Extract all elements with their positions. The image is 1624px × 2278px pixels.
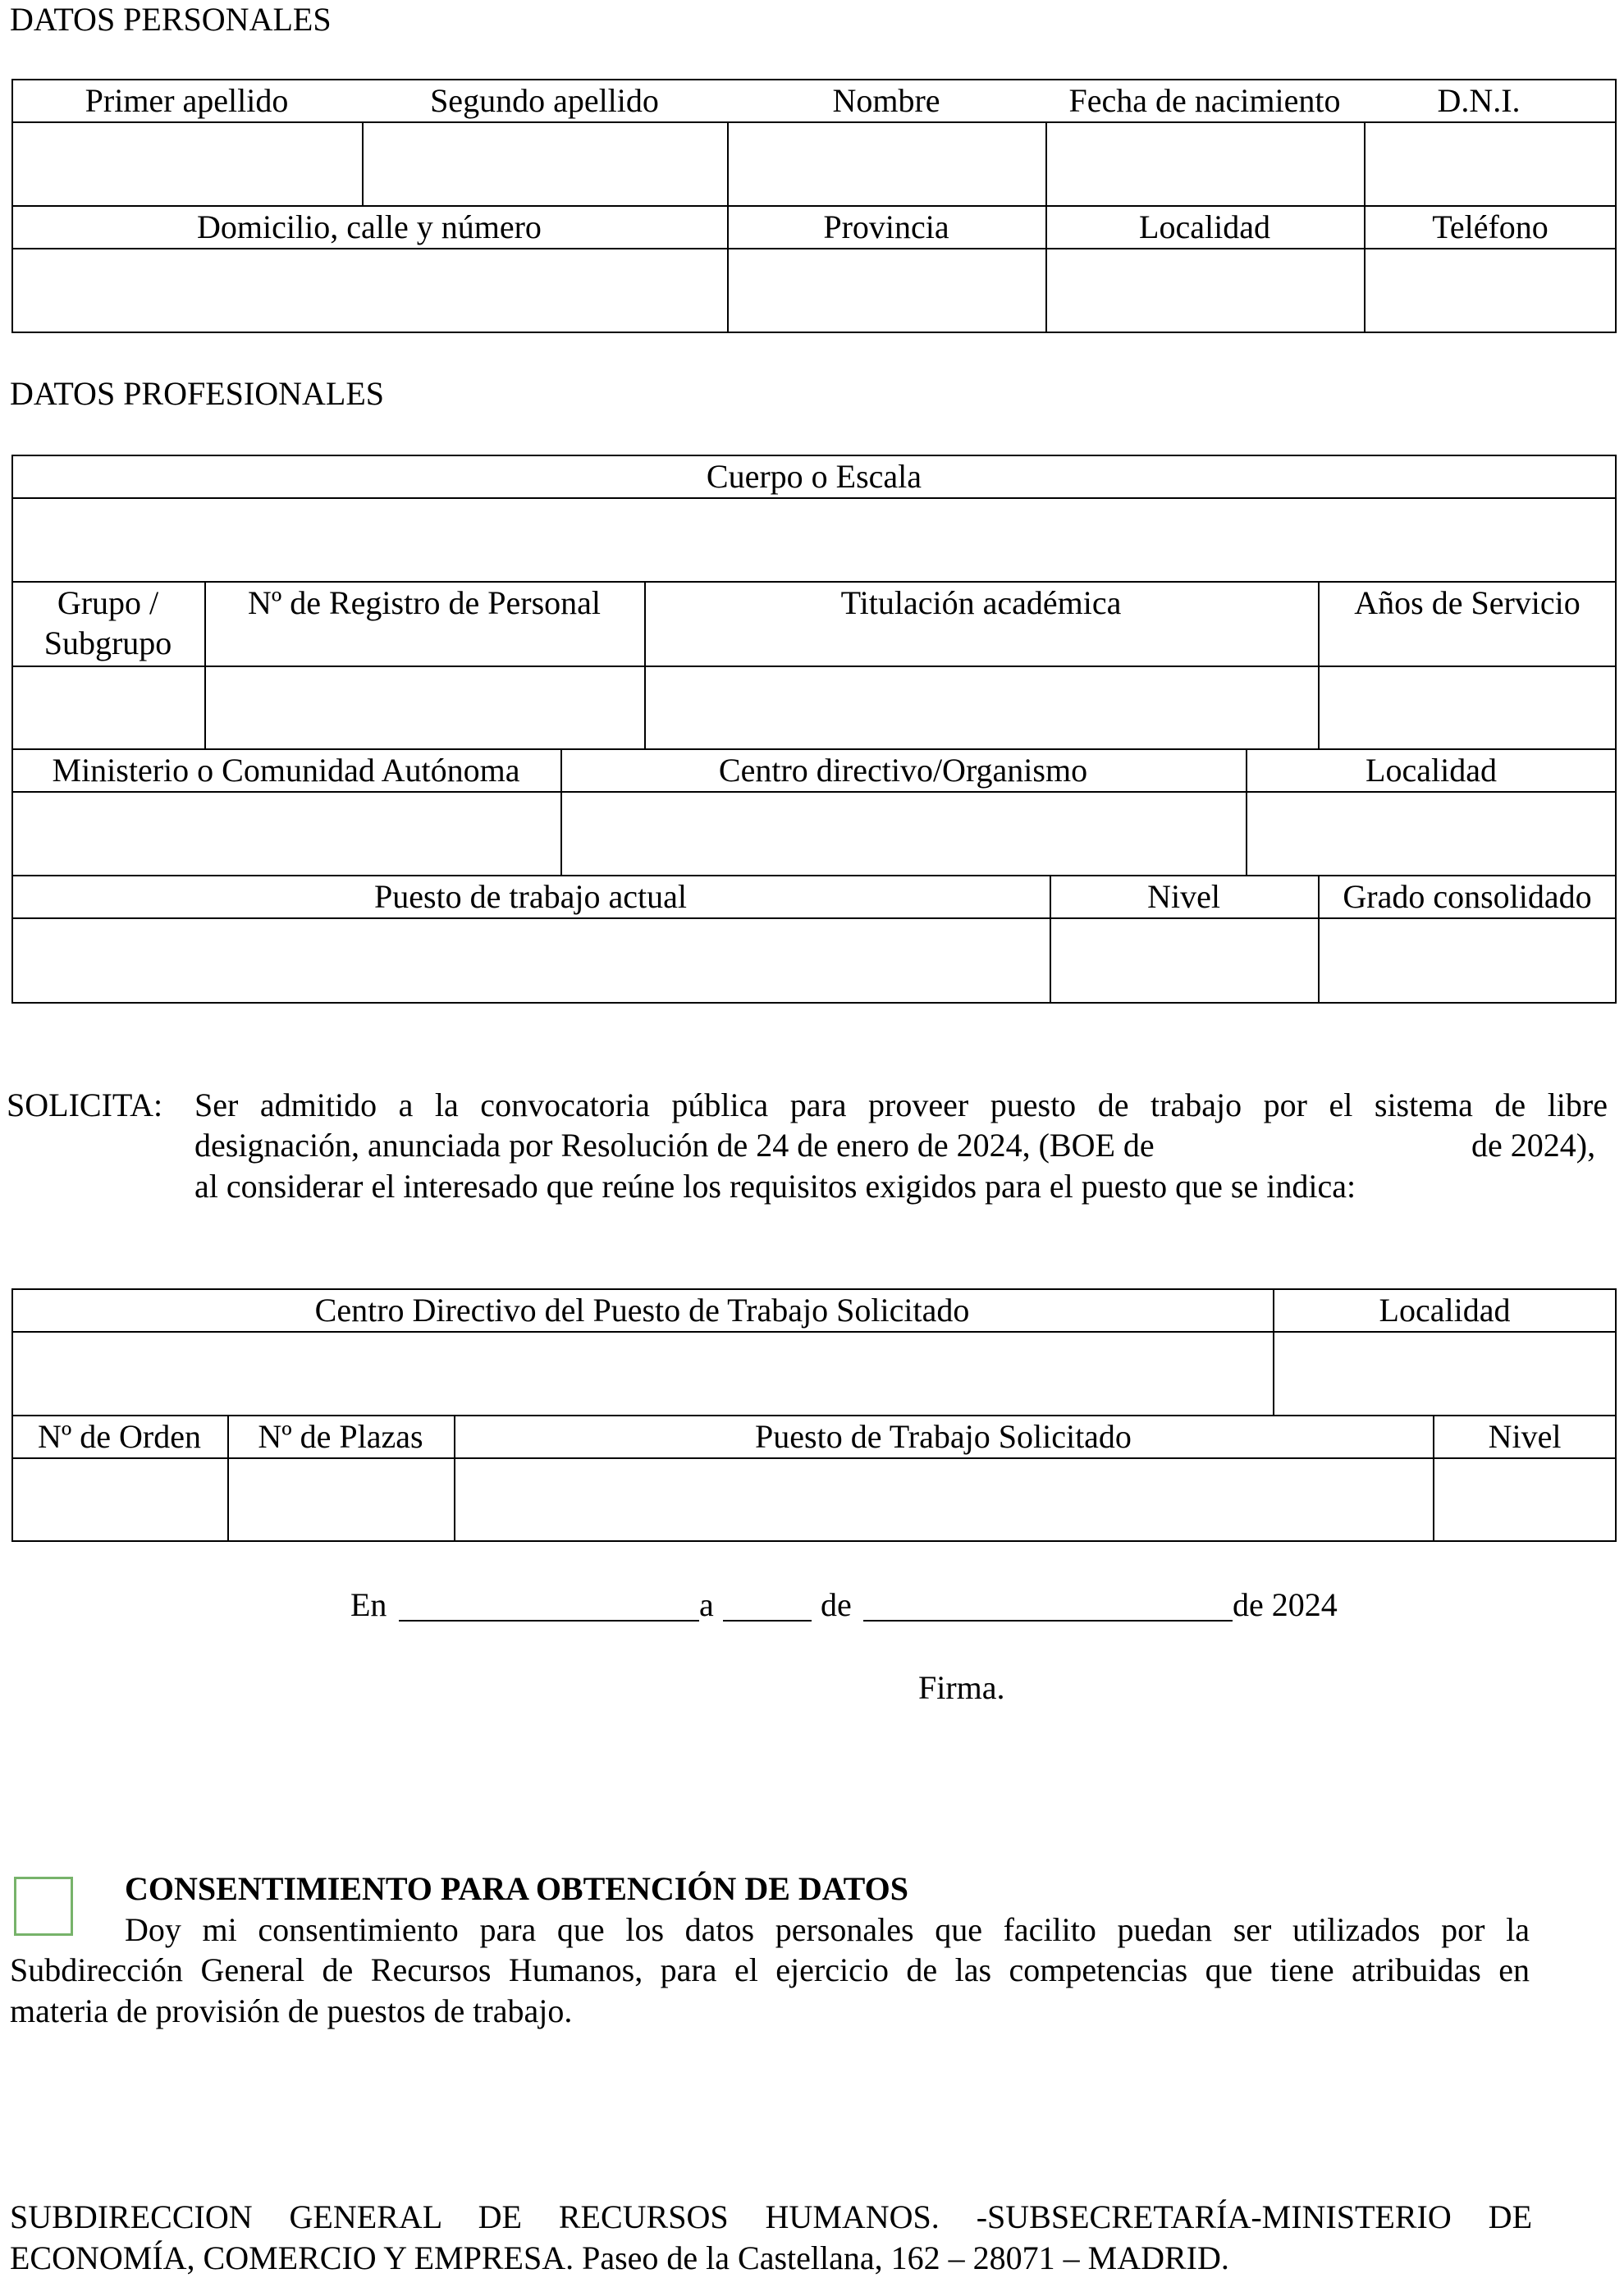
primer-apellido-field[interactable] <box>13 123 360 204</box>
solicita-line-3: al considerar el interesado que reúne los requisitos exigidos para el puesto que se indica: <box>194 1168 1356 1205</box>
segundo-apellido-field[interactable] <box>364 123 725 204</box>
firma-label: Firma. <box>918 1669 1005 1706</box>
localidad-solicitada-field[interactable] <box>1274 1333 1615 1413</box>
header-segundo-apellido: Segundo apellido <box>430 82 659 119</box>
header-localidad-profesional: Localidad <box>1366 752 1497 789</box>
header-grupo: Grupo / <box>57 584 159 621</box>
grado-consolidado-field[interactable] <box>1320 919 1615 1002</box>
header-puesto-solicitado: Puesto de Trabajo Solicitado <box>755 1418 1132 1455</box>
header-nivel: Nivel <box>1147 878 1220 915</box>
provincia-field[interactable] <box>729 249 1044 332</box>
date-a-label: a <box>699 1586 714 1623</box>
row-divider <box>11 875 1617 876</box>
numero-orden-field[interactable] <box>13 1459 226 1540</box>
day-input-line[interactable] <box>723 1620 812 1622</box>
footer-line-2: ECONOMÍA, COMERCIO Y EMPRESA. Paseo de la Castellana, 162 – 28071 – MADRID. <box>10 2239 1229 2276</box>
header-nombre: Nombre <box>832 82 940 119</box>
header-fecha-nacimiento: Fecha de nacimiento <box>1068 82 1341 119</box>
header-cuerpo-escala: Cuerpo o Escala <box>706 458 922 495</box>
dni-field[interactable] <box>1366 123 1615 204</box>
solicita-line-1: Ser admitido a la convocatoria pública para proveer puesto de trabajo por el sistema de libre <box>194 1086 1608 1123</box>
header-numero-orden: Nº de Orden <box>37 1418 201 1455</box>
consent-line-1: Doy mi consentimiento para que los datos personales que facilito puedan ser utilizados por la <box>125 1911 1530 1948</box>
date-en-label: En <box>350 1586 387 1623</box>
row-divider <box>11 748 1617 750</box>
header-anios-servicio: Años de Servicio <box>1354 584 1581 621</box>
row-divider <box>11 581 1617 583</box>
header-titulacion: Titulación académica <box>840 584 1122 621</box>
telefono-field[interactable] <box>1366 249 1615 332</box>
header-puesto-actual: Puesto de trabajo actual <box>374 878 687 915</box>
fecha-nacimiento-field[interactable] <box>1047 123 1362 204</box>
solicita-line-2: designación, anunciada por Resolución de 24 de enero de 2024, (BOE de <box>194 1127 1155 1164</box>
anios-servicio-field[interactable] <box>1320 667 1615 747</box>
centro-solicitado-field[interactable] <box>13 1333 1271 1413</box>
header-numero-plazas: Nº de Plazas <box>258 1418 423 1455</box>
localidad-profesional-field[interactable] <box>1247 793 1615 873</box>
numero-plazas-field[interactable] <box>229 1459 452 1540</box>
footer-line-1: SUBDIRECCION GENERAL DE RECURSOS HUMANOS. -SUBSECRETARÍA-MINISTERIO DE <box>10 2198 1532 2235</box>
header-dni: D.N.I. <box>1437 82 1521 119</box>
header-localidad: Localidad <box>1139 208 1270 245</box>
date-de-label: de <box>821 1586 852 1623</box>
header-centro-solicitado: Centro Directivo del Puesto de Trabajo Solicitado <box>314 1292 970 1329</box>
consent-checkbox[interactable] <box>14 1877 73 1936</box>
signature-area[interactable] <box>739 1711 1231 1809</box>
row-divider <box>11 205 1617 207</box>
titulacion-field[interactable] <box>646 667 1316 747</box>
nombre-field[interactable] <box>729 123 1044 204</box>
registro-personal-field[interactable] <box>206 667 643 747</box>
professional-data-heading: DATOS PROFESIONALES <box>10 375 385 412</box>
solicita-label: SOLICITA: <box>7 1086 163 1123</box>
domicilio-field[interactable] <box>13 249 725 332</box>
header-ministerio: Ministerio o Comunidad Autónoma <box>52 752 520 789</box>
header-subgrupo: Subgrupo <box>43 624 172 661</box>
header-localidad-solicitada: Localidad <box>1379 1292 1511 1329</box>
localidad-field[interactable] <box>1047 249 1362 332</box>
header-provincia: Provincia <box>823 208 949 245</box>
place-input-line[interactable] <box>399 1620 699 1622</box>
month-input-line[interactable] <box>863 1620 1233 1622</box>
nivel-field[interactable] <box>1051 919 1316 1002</box>
personal-data-heading: DATOS PERSONALES <box>10 1 332 38</box>
nivel-solicitado-field[interactable] <box>1434 1459 1615 1540</box>
puesto-solicitado-field[interactable] <box>455 1459 1431 1540</box>
cuerpo-escala-field[interactable] <box>13 499 1615 579</box>
header-nivel-solicitado: Nivel <box>1488 1418 1562 1455</box>
date-year-label: de 2024 <box>1233 1586 1338 1623</box>
header-registro-personal: Nº de Registro de Personal <box>247 584 602 621</box>
header-domicilio: Domicilio, calle y número <box>197 208 542 245</box>
puesto-actual-field[interactable] <box>13 919 1048 1002</box>
header-primer-apellido: Primer apellido <box>85 82 289 119</box>
consent-line-3: materia de provisión de puestos de trabajo. <box>10 1992 573 2029</box>
row-divider <box>11 1415 1617 1416</box>
consent-line-2: Subdirección General de Recursos Humanos, para el ejercicio de las competencias que tiene atribuidas en <box>10 1951 1530 1988</box>
header-telefono: Teléfono <box>1432 208 1549 245</box>
ministerio-field[interactable] <box>13 793 559 873</box>
consent-title: CONSENTIMIENTO PARA OBTENCIÓN DE DATOS <box>125 1870 908 1907</box>
header-centro-directivo: Centro directivo/Organismo <box>718 752 1088 789</box>
centro-directivo-field[interactable] <box>562 793 1244 873</box>
solicita-boe-year: de 2024), <box>1471 1127 1596 1164</box>
header-grado-consolidado: Grado consolidado <box>1343 878 1592 915</box>
